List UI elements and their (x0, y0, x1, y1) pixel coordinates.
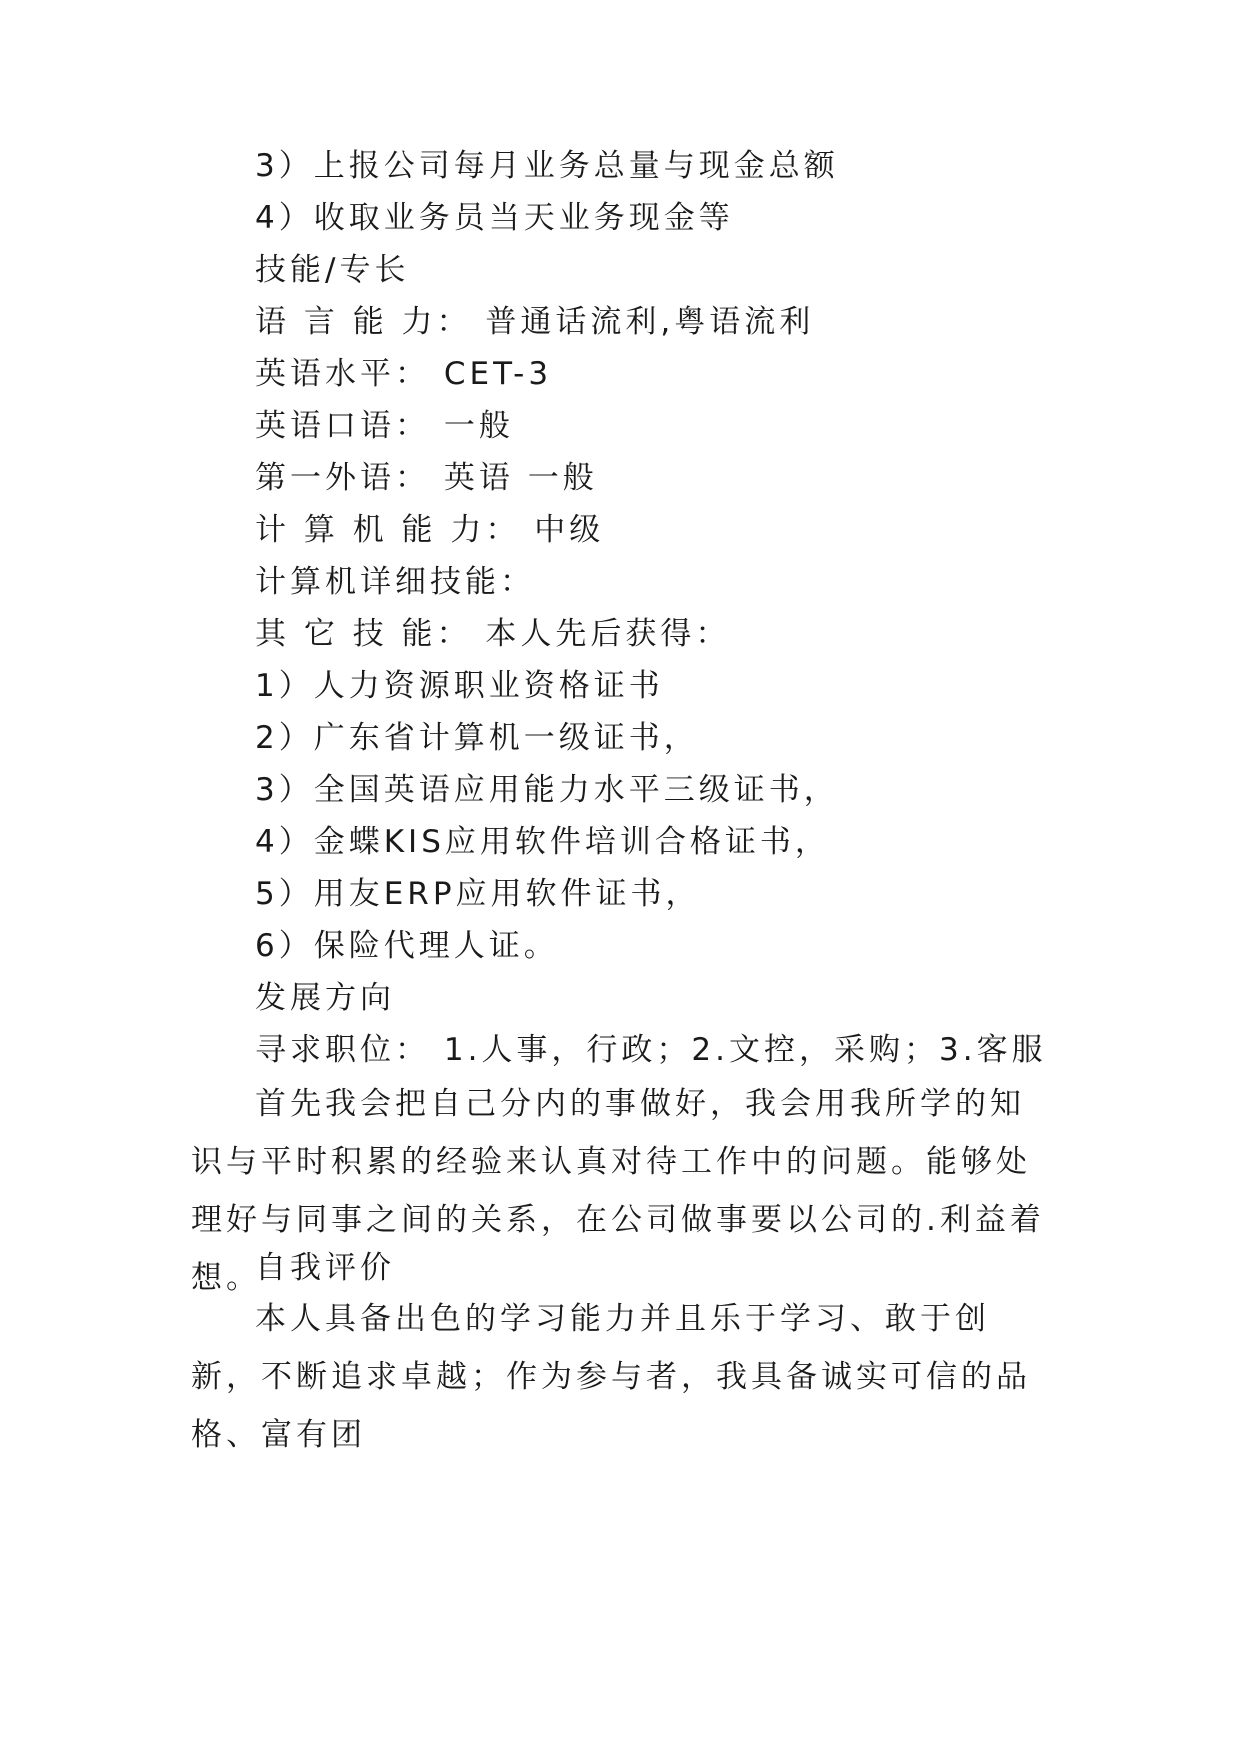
certificate-item-5: 5）用友ERP应用软件证书， (255, 876, 701, 912)
certificate-item-2: 2）广东省计算机一级证书， (255, 720, 699, 756)
certificate-item-1: 1）人力资源职业资格证书 (255, 668, 664, 704)
duty-item-3: 3）上报公司每月业务总量与现金总额 (255, 148, 839, 184)
desired-position: 寻求职位： 1.人事，行政；2.文控，采购；3.客服 (255, 1032, 1047, 1068)
work-attitude-paragraph: 首先我会把自己分内的事做好，我会用我所学的知识与平时积累的经验来认真对待工作中的问题。能够处理好与同事之间的关系，在公司做事要以公司的.利益着想。 (191, 1086, 1045, 1296)
computer-ability: 计 算 机 能 力： 中级 (255, 512, 605, 548)
section-heading-skills: 技能/专长 (255, 252, 410, 288)
spoken-english: 英语口语： 一般 (255, 408, 514, 444)
section-heading-direction: 发展方向 (255, 980, 395, 1016)
certificate-item-6: 6）保险代理人证。 (255, 928, 559, 964)
certificate-item-3: 3）全国英语应用能力水平三级证书， (255, 772, 839, 808)
self-evaluation-paragraph: 本人具备出色的学习能力并且乐于学习、敢于创新，不断追求卓越；作为参与者，我具备诚实可信的品格、富有团 (191, 1301, 1031, 1453)
first-foreign-language: 第一外语： 英语 一般 (255, 460, 598, 496)
english-level: 英语水平： CET-3 (255, 356, 553, 392)
computer-skills-detail: 计算机详细技能： (255, 564, 535, 600)
other-skills: 其 它 技 能： 本人先后获得： (255, 616, 731, 652)
language-ability: 语 言 能 力： 普通话流利,粤语流利 (255, 304, 815, 340)
section-heading-self-evaluation: 自我评价 (255, 1250, 395, 1286)
duty-item-4: 4）收取业务员当天业务现金等 (255, 200, 734, 236)
certificate-item-4: 4）金蝶KIS应用软件培训合格证书， (255, 824, 830, 860)
